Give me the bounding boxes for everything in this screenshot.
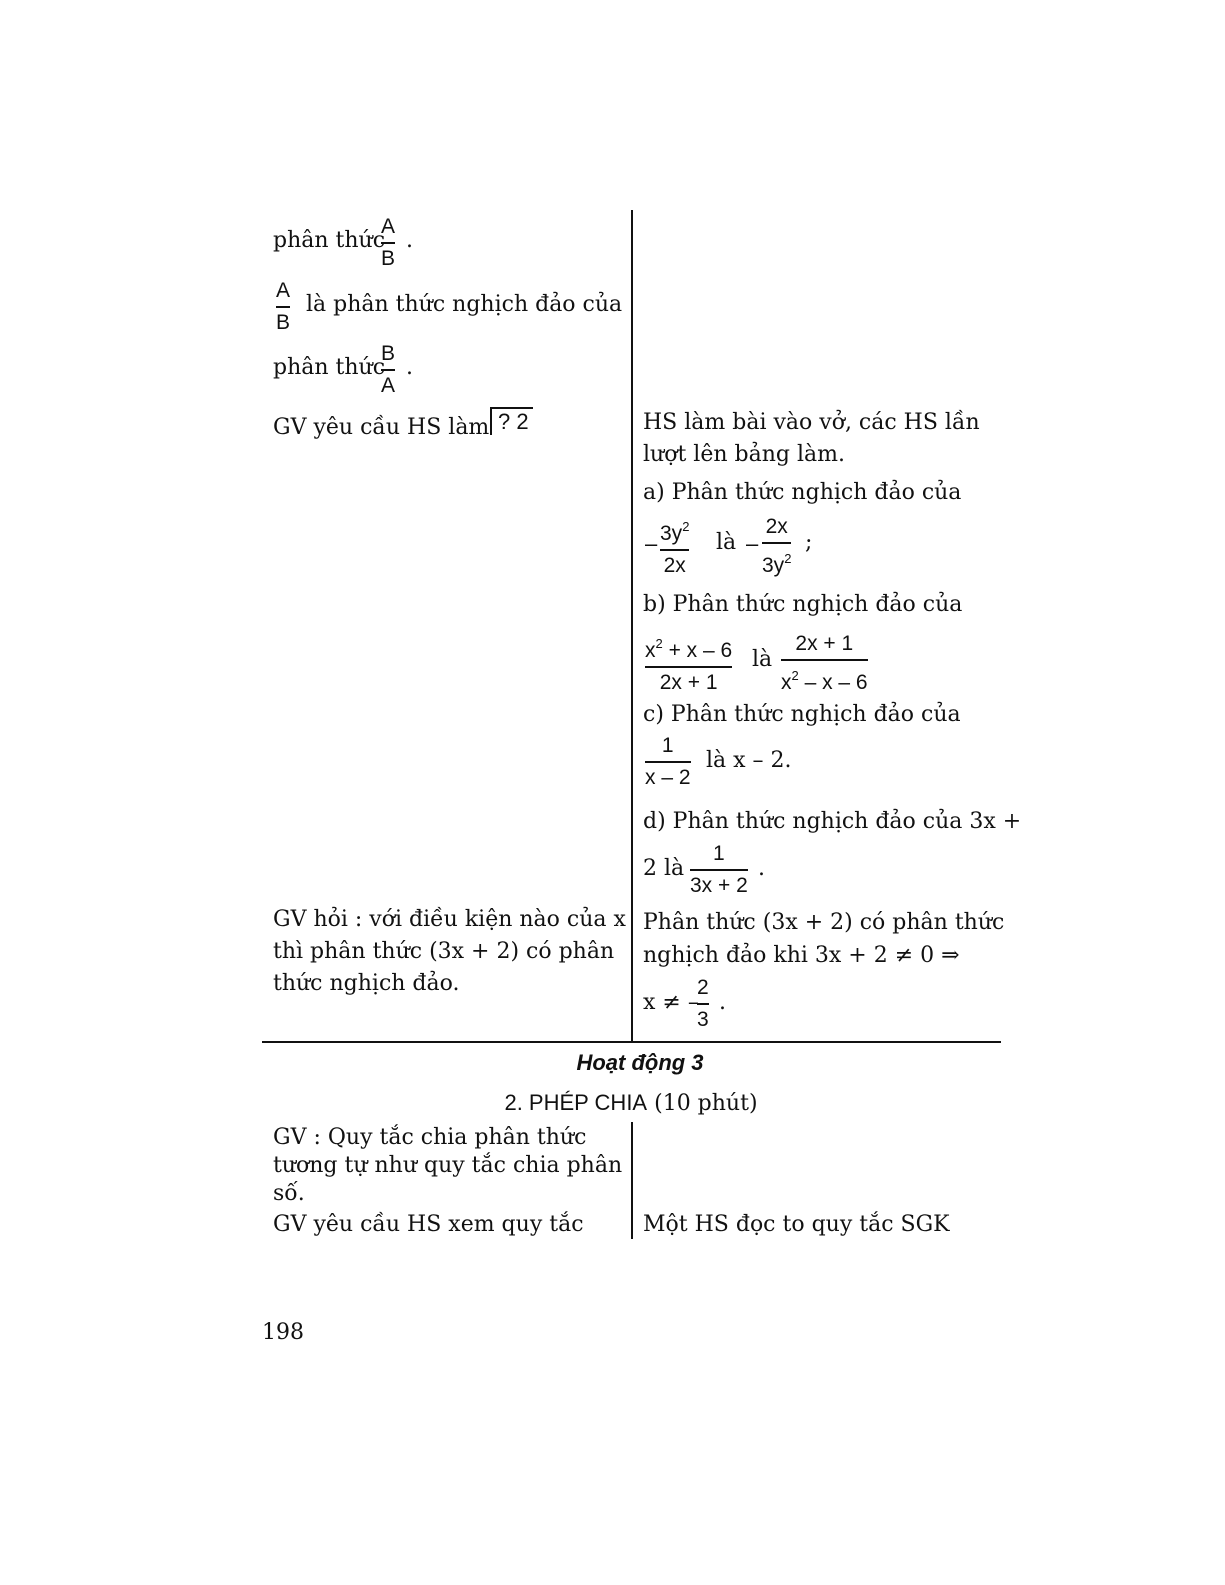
part-c-text: c) Phân thức nghịch đảo của <box>643 702 961 727</box>
rule-line-2: tương tự như quy tắc chia phân <box>273 1153 623 1178</box>
column-divider-bottom <box>631 1122 633 1239</box>
period: . <box>406 228 413 253</box>
fraction-a-right: 2x $3y^2$ <box>762 515 792 577</box>
minus-sign: – <box>746 531 759 556</box>
left-line-3: phân thức <box>273 355 386 380</box>
part-b-mid: là <box>752 647 773 672</box>
question-2-box: ? 2 <box>490 407 533 435</box>
gv-ask-line-3: thức nghịch đảo. <box>273 971 460 996</box>
fraction-c: 1 x – 2 <box>645 734 691 789</box>
gv-ask-line-1: GV hỏi : với điều kiện nào của x <box>273 907 626 932</box>
part-d-head: 2 là <box>643 856 685 881</box>
rule-line-4: GV yêu cầu HS xem quy tắc <box>273 1212 584 1237</box>
semicolon: ; <box>805 530 813 555</box>
section-title: 2. PHÉP CHIA (10 phút) <box>504 1090 758 1116</box>
fraction-a-over-b-2: A B <box>276 279 291 334</box>
part-a-text: a) Phân thức nghịch đảo của <box>643 480 962 505</box>
reader-line: Một HS đọc to quy tắc SGK <box>643 1212 950 1237</box>
page-number: 198 <box>262 1320 304 1345</box>
fraction-b-right: 2x + 1 $x^2$ – x – 6 <box>781 632 868 694</box>
fraction-b-over-a: B A <box>381 342 396 397</box>
fraction-b-left: $x^2 + x - 6$ 2x + 1 <box>645 636 733 694</box>
fraction-d: 1 3x + 2 <box>690 842 748 897</box>
answer-line-3: x ≠ – <box>643 990 699 1015</box>
minus-sign: – <box>645 531 658 556</box>
gv-ask-line-2: thì phân thức (3x + 2) có phân <box>273 939 615 964</box>
left-line-1: phân thức <box>273 228 386 253</box>
rule-line-1: GV : Quy tắc chia phân thức <box>273 1125 587 1150</box>
fraction-a-left: $3y^2$ 2x <box>660 519 690 577</box>
period: . <box>406 355 413 380</box>
fraction-a-over-b-1: A B <box>381 215 396 270</box>
activity-heading: Hoạt động 3 <box>576 1050 704 1075</box>
part-c-tail: là x – 2. <box>706 748 792 773</box>
part-b-text: b) Phân thức nghịch đảo của <box>643 592 963 617</box>
fraction-answer: 2 3 <box>697 976 709 1031</box>
answer-line-1: Phân thức (3x + 2) có phân thức <box>643 910 1005 935</box>
part-d-text: d) Phân thức nghịch đảo của 3x + <box>643 809 1022 834</box>
hs-line-1: HS làm bài vào vở, các HS lần <box>643 410 980 435</box>
column-divider-top <box>631 210 633 1042</box>
period: . <box>719 990 726 1015</box>
gv-request: GV yêu cầu HS làm <box>273 415 490 440</box>
period: . <box>758 856 765 881</box>
answer-line-2: nghịch đảo khi 3x + 2 ≠ 0 ⇒ <box>643 943 960 968</box>
left-line-2: là phân thức nghịch đảo của <box>306 292 623 317</box>
section-rule <box>262 1041 1001 1043</box>
hs-line-2: lượt lên bảng làm. <box>643 442 845 467</box>
rule-line-3: số. <box>273 1181 305 1206</box>
part-a-mid: là <box>716 530 737 555</box>
